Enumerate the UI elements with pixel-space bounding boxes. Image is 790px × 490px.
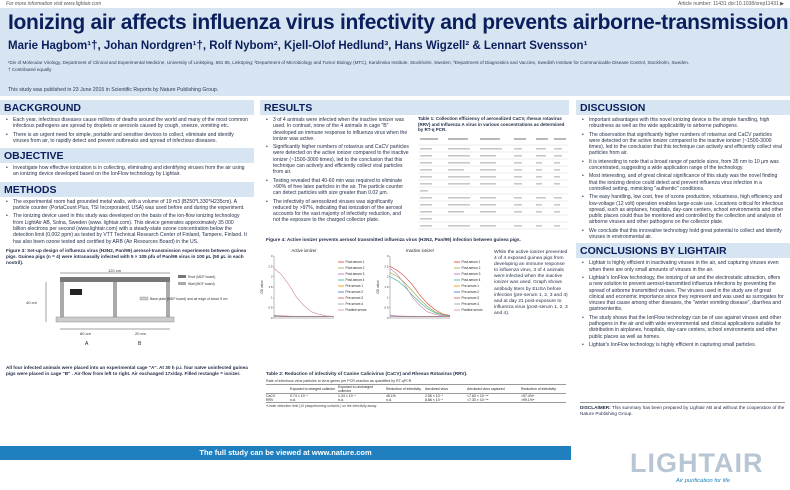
table2-cell: >97.4%ᵃ — [521, 394, 535, 398]
discussion-item: • The easy handling, low cost, free of ozone production, robustness, high efficiency and low-voltage (12 volt) operation enables large-scale use. Locations critical for infectious spread, such as airplanes, hospitals, day-care centers, school environments and other public places could thus be monitored and controlled by the collection and analysis of airborne viruses and other pathogens on the collector plate. — [582, 194, 784, 225]
cage-wall-left — [60, 282, 64, 317]
methods-list — [0, 197, 254, 245]
discussion-list — [576, 115, 790, 240]
chart-panel — [376, 248, 483, 320]
table2-header-cell: Reduction of infectivity — [386, 387, 422, 391]
affiliations — [8, 59, 778, 73]
legend-label: Pre-serum 2 — [345, 290, 364, 295]
table2-header-cell: Exposed to charged collector — [290, 387, 336, 391]
table2-cell: 1.34 × 10⁻⁴ — [338, 394, 357, 398]
table2-header-cell: Aerolized virus — [425, 387, 448, 391]
y-tick-label: 0.5 — [384, 305, 389, 310]
cage-roof — [60, 277, 170, 282]
table2-subtitle: Rate of infectious virus particles to virus genes per PCR-reaction as quantified by RT-qPCR — [266, 378, 566, 385]
legend-label: Pre-serum 3 — [345, 296, 364, 301]
table2-cell: n.d. — [386, 398, 392, 402]
legend-label: Post-serum 3 — [461, 272, 481, 277]
cage-base — [56, 317, 174, 322]
y-tick-label: 3 — [270, 254, 273, 258]
contribution-note: † Contributed equally — [8, 67, 52, 72]
y-tick-label: 1.5 — [384, 285, 389, 289]
table2-cell: <7.33 × 10⁻⁶ᵃ — [467, 398, 489, 402]
logo-tagline: Air purification for life — [676, 478, 731, 484]
chart-title: Active ionizer — [291, 248, 317, 253]
figure3-caption: Figure 3: Set-up design of influenza virus (H3N2, Pan/99) aerosol-transmission experiments between guinea pigs. Guinea pigs (n = 4) were intranasally infected with 5 × 105 pfu of Pan/99 virus in 100 µL (50 µL in each nostril). — [6, 247, 247, 265]
results-heading: RESULTS — [260, 100, 569, 115]
affiliation-text: ¹Div of Molecular Virology, Department of Clinical and Experimental Medicine, University of Linköping, 581 85, Linköping; ²Department of Microbiology and Tumor Biology (MTC), Karolinska Institute, Stockholm, Sweden; ³Department of Diagnostics and Vaccine, Swedish Institute for Communicable Disease Control, Stockholm, Sweden. — [8, 60, 690, 65]
table2-cell: 8.86 × 10⁻⁴ — [425, 398, 444, 402]
conclusion-item: • The study shows that the IonFlow technology can be of use against viruses and other pathogens in the air and with wide environmental and clinical applications suitable for distribution in airplanes, hospitals, day-care centers, school environments and other public places as well as homes. — [582, 315, 784, 340]
legend-label: Pre-serum 1 — [345, 284, 364, 289]
y-tick-label: 2.5 — [268, 264, 273, 269]
table2-header-cell — [266, 385, 290, 394]
full-study-link[interactable]: The full study can be viewed at www.nature.com — [0, 446, 571, 460]
objective-heading: OBJECTIVE — [0, 148, 254, 163]
disclaimer-label: DISCLAIMER: — [580, 405, 611, 410]
legend-label: Post-serum 3 — [345, 272, 365, 277]
table2-cell: 45.1% — [386, 394, 396, 398]
y-axis-label: OD value — [260, 280, 264, 294]
discussion-heading: DISCUSSION — [576, 100, 790, 115]
series-line — [390, 266, 450, 315]
legend-label: Post-serum 1 — [345, 260, 365, 265]
middle-column — [260, 100, 569, 408]
table2-header-cell: Reduction of infectivity — [521, 387, 557, 391]
left-column — [0, 100, 254, 378]
legend-label: Post-serum 2 — [461, 266, 481, 271]
background-item: • Each year, infectious diseases cause millions of deaths around the world and many of the most common infectious pathogens are spread by droplets or aerosols caused by cough, sneeze, vomiting etc. — [6, 117, 248, 130]
conclusion-item: • Lightair is highly efficient in inactivating viruses in the air, and capturing viruses even when there are only small amounts of viruses in the air. — [582, 260, 784, 273]
results-item: • Testing revealed that 40-60 min was required to eliminate >90% of free latex particles in the air. The particle counter can detect particles with size greater than 0.02 µm. — [266, 178, 409, 197]
figure4-caption: Figure 4: Active ionizer prevents aerosol transmitted influenza virus (H3N2, Pan/99) infection between guinea pigs. — [266, 237, 521, 242]
website-note: For more information visit www.lightair.com — [6, 1, 102, 7]
table2-grid — [266, 385, 566, 402]
discussion-item: • We conclude that this innovative technology hold great potential to collect and identify viruses in environmental air. — [582, 228, 784, 241]
conclusion-item: • Lightair's IonFlow technology, the ionizing of air and the electrostatic attraction, offers a new solution to prevent aerosol-transmitted influenza infections by preventing the spread of airborne transmitted viruses. The viruses used in the study are of great clinical and economic importance since they represent and was used as surrogates for viruses that cause among other diseases, the "winter vomiting disease", diarrhea and gastroenteritis. — [582, 275, 784, 313]
table2-cell: RRV — [266, 398, 274, 402]
legend-label: Pre-serum 4 — [345, 302, 364, 307]
y-tick-label: 2 — [270, 274, 273, 279]
discussion-item: • It is interesting to note that a broad range of particle sizes, from 35 nm to 10 µm was concentrated, suggesting a wide application range of the technology. — [582, 159, 784, 172]
series-line — [390, 277, 450, 316]
y-tick-label: 1 — [386, 295, 389, 300]
table2-cell: n.d. — [290, 398, 296, 402]
discussion-item: • The observation that significantly higher numbers of rotavirus and CaCV particles were detected on the active ionizer compared to the inactive ionizer (~1500-3000 times), led to the conclusion that this technique can actively and efficiently collect viral particles from air. — [582, 132, 784, 157]
table2-header-cell: Aerolized virus captured — [467, 387, 505, 391]
right-column — [576, 100, 790, 350]
disclaimer — [580, 402, 785, 417]
results-item: • The infectivity of aerosolized viruses was significantly reduced by >97%, indicating that ionization of the aerosol accounts for the vast majority of infectivity reduction, and not the exposure to the charged collector plate. — [266, 199, 409, 224]
series-line — [390, 273, 450, 316]
methods-item: • The ionizing device used in this study was developed on the basis of the ion-flow ionizing technology from LightAir AB, Solna, Sweden (www. lightair.com). This device generates approximately 35 000 billion electrons per second (www.lightair.com) with a steady-state ozone concentration below the detection limit (0,002 ppm) as tested by VTT Technical Research Center of Finland, Tampere, Finland. It has also been ozone tested and certified by ARB (Air Resources Board) in the US. — [6, 213, 248, 244]
cage-b-label: B — [138, 340, 142, 347]
legend-label: Post-serum 4 — [461, 278, 481, 283]
poster-header — [0, 8, 790, 96]
cage-a-label: A — [85, 340, 89, 347]
y-axis-label: OD value — [376, 280, 380, 294]
cage-wall-middle — [113, 282, 117, 317]
legend-label: Pre-serum 4 — [461, 302, 480, 307]
table2-header-cell: Exposed to uncharged collector — [338, 385, 374, 393]
background-list — [0, 115, 254, 144]
table2-cell: 2.56 × 10⁻⁴ — [425, 394, 444, 398]
y-tick-label: 2 — [386, 274, 389, 279]
objective-list — [0, 163, 254, 178]
conclusion-item: • Lightair's IonFlow technology is highly efficient in capturing small particles. — [582, 342, 784, 348]
y-tick-label: 0 — [270, 316, 273, 320]
results-item: • Significantly higher numbers of rotavirus and CaCV particles were detected on the active ionizer compared to the inactive ionizer (~1500-3000 times), led to the conclusion that this technique can actively and efficiently collect viral particles from air. — [266, 144, 409, 175]
figure3-note: All four infected animals were placed into an experimental cage "A". At 30 h p.i. four naïve uninfected guinea pigs were placed in cage "B" . Air-flow from left to right. Air exchanged 17x/day. Filled rectangle = ionizer. — [6, 364, 248, 376]
publication-note: This study was published in 23 June 2015 in Scientific Reports by Nature Publishing Group. — [8, 87, 219, 93]
table1-caption: Table 1: Collection efficiency of aerosolized CaCV, rhesus rotavirus (RRV) and Influenza A virus in various concentrations as determined by RT-q PCR. — [418, 116, 565, 133]
table1 — [418, 116, 568, 240]
author-list: Marie Hagbom¹†, Johan Nordgren¹†, Rolf Nybom², Kjell-Olof Hedlund³, Hans Wigzell² & Lennart Svensson¹ — [8, 40, 588, 52]
table2-cell: 0.74 × 10⁻⁴ — [290, 394, 309, 398]
background-item: • There is an urgent need for simple, portable and sensitive devices to collect, eliminate and identify viruses from air, to rapidly detect and prevent outbreaks and spread of infectious diseases. — [6, 132, 248, 145]
discussion-item: • Most interesting, and of great clinical significance of this study was the novel finding that the ionizing device could detect and prevent influenza virus infection in a controlled setting, mimicking "authentic" conditions. — [582, 173, 784, 192]
legend-label: Positive serum — [461, 308, 483, 313]
y-tick-label: 0 — [386, 316, 389, 320]
figure4-description: While the active ionizer prevented 4 of 4 exposed guinea pigs from developing an immune response to influenza virus, 3 of 4 animals were infected when the inactive ionizer was used. Graph shows antibody titers by ELISA before infection (pre-serum 1, 2, 3 and 4) and at day 21 post-exposure to influenza virus (post-serum 1, 2, 3 and 4). — [494, 250, 568, 316]
table1-grid — [418, 135, 568, 235]
objective-item: • Investigate how effective ionization is in collecting, eliminating and identifying viruses from the air using an ionizing device developed based on the IonFlow technology by Lightair. — [6, 165, 248, 178]
series-line — [390, 268, 450, 316]
legend-label: Pre-serum 2 — [461, 290, 480, 295]
conclusions-list — [576, 258, 790, 348]
figure4-charts — [260, 246, 500, 366]
dim-b1-label: 80 cm — [80, 330, 91, 336]
legend-label: Post-serum 2 — [345, 266, 365, 271]
legend-label: Positive serum — [345, 308, 367, 313]
table2-cell: <7.63 × 10⁻⁶ᵃ — [467, 394, 489, 398]
y-tick-label: 1.5 — [268, 285, 273, 289]
methods-item: • The experimental room had grounded metal walls, with a volume of 19 m3 (B250*L330*H235cm). A particle counter (PortaCount Plus, TSI Incorporated, USA) was used before and during the experiment. — [6, 199, 248, 212]
legend-label: Pre-serum 3 — [461, 296, 480, 301]
legend-label: Post-serum 4 — [345, 278, 365, 283]
poster-title: Ionizing air affects influenza virus infectivity and prevents airborne-transmission — [8, 11, 789, 34]
table2-cell: n.d. — [338, 398, 344, 402]
table2-cell: CaCV — [266, 394, 276, 398]
legend-label: Post-serum 1 — [461, 260, 481, 265]
y-tick-label: 0.5 — [268, 305, 273, 310]
legend-wall: Wall (MDF board) — [188, 281, 215, 286]
results-list — [260, 115, 415, 224]
chart-title: Inactive ionizer — [406, 248, 434, 253]
table2 — [266, 378, 566, 408]
legend-roof: Roof (MDF board) — [188, 274, 216, 279]
conclusions-heading: CONCLUSIONS BY LIGHTAIR — [576, 243, 790, 258]
series-line — [274, 268, 334, 316]
results-item: • 3 of 4 animals were infected when the inactive ionizer was used. In contrast, none of the 4 animals in cage "B" developed an immune response to influenza virus when the ionizer was active. — [266, 117, 409, 142]
table2-footnote: ᵃUnder detection limit (10 plaqueforming units/mL) on the infectivity assay. — [266, 402, 566, 408]
article-number: Article number: 11431 doi:10.1038/srep11431 ▶ — [678, 1, 784, 7]
lightair-logo — [630, 448, 780, 486]
top-info-bar — [0, 0, 790, 8]
y-tick-label: 1 — [270, 295, 273, 300]
legend-base: Base plate (MDF board) and air edge of about 5 cm — [150, 296, 228, 301]
y-tick-label: 2.5 — [384, 264, 389, 269]
legend-label: Pre-serum 1 — [461, 284, 480, 289]
disclaimer-text: This summary has been prepared by Lightair AB and without the cooperation of the Nature Publishing Group. — [580, 405, 785, 416]
figure3-cage-diagram — [0, 267, 254, 359]
logo-wordmark: LIGHTAIR — [630, 448, 764, 478]
dim-left-label: 40 cm — [26, 299, 37, 305]
chart-panel — [260, 248, 367, 320]
table2-header-row — [266, 385, 566, 394]
discussion-item: • Important advantages with this novel ionizing device is the simple handling, high robustness as well as the wide applicability to airborne pathogens. — [582, 117, 784, 130]
background-heading: BACKGROUND — [0, 100, 254, 115]
dim-top-label: 120 cm — [108, 267, 122, 273]
ionizer-rect — [70, 289, 82, 295]
y-tick-label: 3 — [386, 254, 389, 258]
dim-b2-label: 20 cm — [135, 330, 146, 336]
table2-cell: >99.1%ᵃ — [521, 398, 535, 402]
methods-heading: METHODS — [0, 182, 254, 197]
table2-caption: Table 2: Reduction of infectivity of Canine Calicivirus (CaCV) and Rhesus Rotavirus (RRV). — [266, 371, 468, 376]
